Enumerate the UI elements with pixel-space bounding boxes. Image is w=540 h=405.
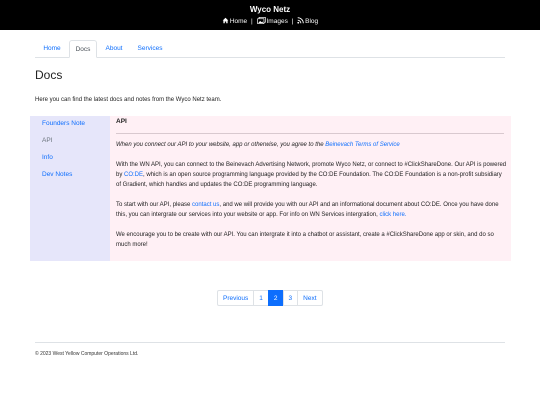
tab-home[interactable]: Home <box>43 45 61 52</box>
sidebar-item-api[interactable]: API <box>42 137 53 144</box>
docs-sidebar <box>30 116 110 261</box>
nav-separator: | <box>291 18 294 25</box>
pagination-page-2[interactable]: 2 <box>268 290 284 306</box>
doc-content <box>110 116 511 261</box>
pagination-previous[interactable]: Previous <box>217 290 254 306</box>
pagination-page-1[interactable]: 1 <box>253 290 269 306</box>
footer-divider <box>35 342 505 343</box>
tab-about[interactable]: About <box>105 45 123 52</box>
footer-copyright: © 2023 West Yellow Computer Operations Ltd. <box>35 351 139 357</box>
terms-text: When you connect our API to your website, app or otherwise, you agree to the <box>116 142 326 148</box>
doc-paragraph-3: We encourage you to be create with our API. You can intergrate it into a chatbot or assistant, create a #ClickShareDone app or skin, and do so much more! <box>116 232 494 248</box>
doc-paragraph-1 <box>116 160 508 190</box>
top-nav-blog[interactable] <box>297 18 318 25</box>
top-nav-home[interactable] <box>222 18 249 25</box>
site-title: Wyco Netz <box>249 5 291 14</box>
click-here-link[interactable]: click here. <box>379 212 407 218</box>
pagination <box>217 290 323 306</box>
sidebar-item-founders-note[interactable]: Founders Note <box>42 120 85 127</box>
sidebar-item-dev-notes[interactable]: Dev Notes <box>42 171 73 178</box>
doc-paragraph-2-text-end: , and we will provide you with our API and an informational document about CO:DE. Once you have done this, you can intergrate our services into your website or app. For info on WN Services intergration, <box>116 202 499 218</box>
home-icon <box>222 17 229 24</box>
doc-divider <box>116 133 504 134</box>
doc-paragraph-2-text: To start with our API, please <box>116 202 193 208</box>
doc-paragraph-1-text: With the WN API, you can connect to the Beinevach Advertising Network, promote Wyco Netz, or connect to #ClickShareDone. Our API is powered by <box>116 162 507 178</box>
contact-us-link[interactable]: contact us <box>192 202 220 208</box>
terms-link[interactable]: Beinevach Terms of Service <box>325 142 400 148</box>
doc-paragraph-2 <box>116 200 508 220</box>
top-nav-images[interactable] <box>257 18 290 25</box>
page-intro: Here you can find the latest docs and notes from the Wyco Netz team. <box>35 97 222 103</box>
doc-heading: API <box>116 118 127 125</box>
rss-icon <box>297 17 304 24</box>
page-tabs <box>35 40 505 58</box>
top-nav-images-label: Images <box>266 18 288 25</box>
code-link[interactable]: CO:DE <box>124 172 144 178</box>
pagination-page-3[interactable]: 3 <box>283 290 299 306</box>
nav-separator: | <box>250 18 253 25</box>
top-nav-blog-label: Blog <box>305 18 319 25</box>
page-title: Docs <box>35 68 63 82</box>
top-nav <box>0 17 540 25</box>
site-header <box>0 0 540 30</box>
docs-panel <box>30 116 511 261</box>
tab-docs[interactable]: Docs <box>69 40 97 58</box>
terms-notice <box>116 140 508 150</box>
doc-paragraph-1-text-end: , which is an open source programming language provided by the CO:DE Foundation. The CO:DE Foundation is a non-profit subsidiary of Gradient, which handles and updates the CO:DE programming language. <box>116 172 502 188</box>
top-nav-home-label: Home <box>229 18 248 25</box>
images-icon <box>257 17 266 24</box>
pagination-next[interactable]: Next <box>297 290 322 306</box>
tab-services[interactable]: Services <box>137 45 163 52</box>
sidebar-item-info[interactable]: Info <box>42 154 53 161</box>
